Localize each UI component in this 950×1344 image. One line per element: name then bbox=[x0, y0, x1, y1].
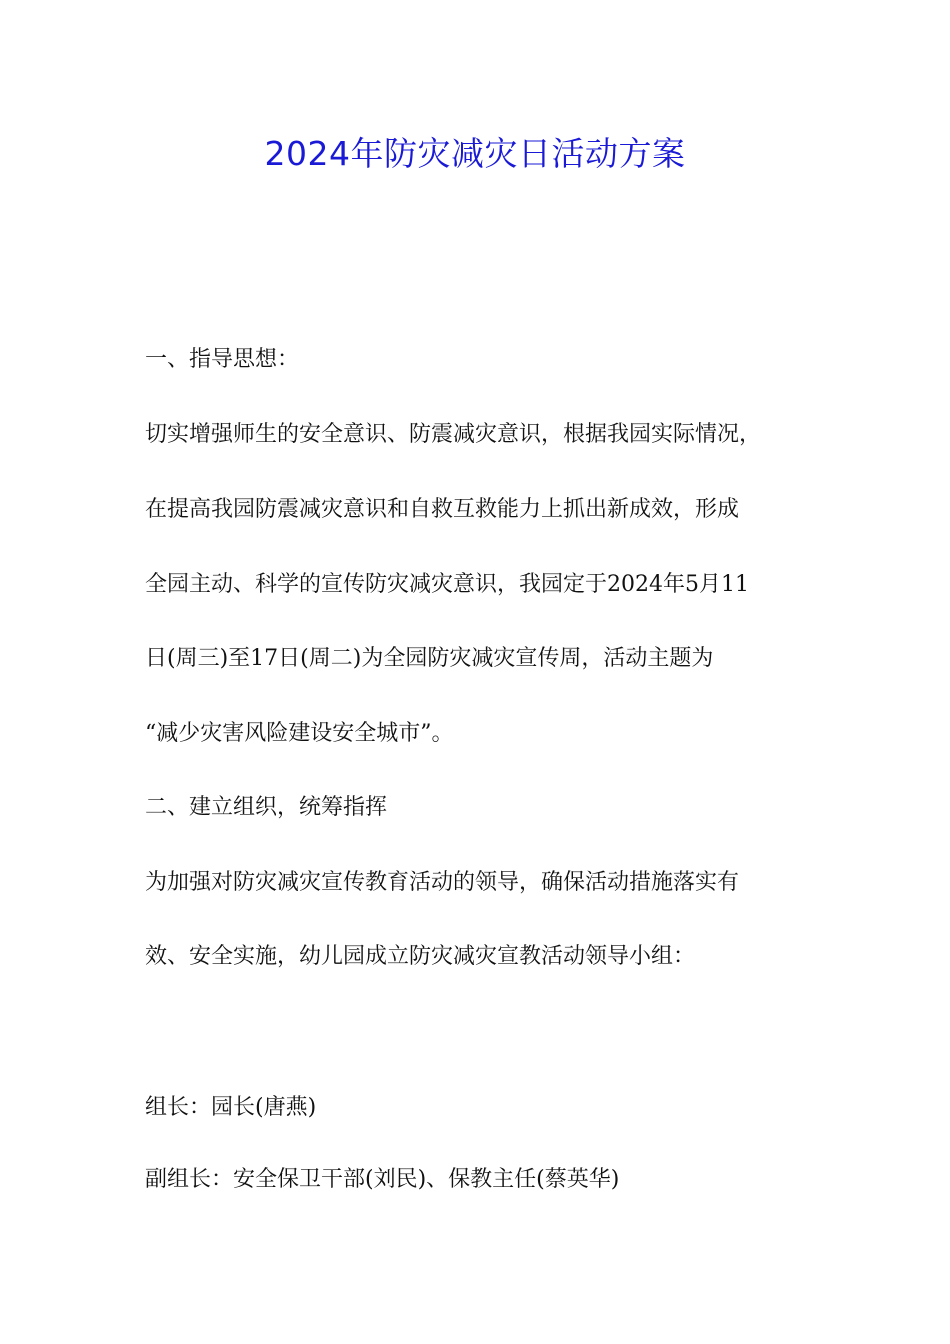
paragraph-line: 在提高我园防震减灾意识和自救互救能力上抓出新成效，形成 bbox=[145, 497, 740, 522]
paragraph-line: “减少灾害风险建设安全城市”。 bbox=[145, 721, 454, 746]
section-heading-guiding-ideology: 一、指导思想： bbox=[145, 347, 300, 372]
team-leader-line: 组长：园长(唐燕) bbox=[145, 1095, 317, 1120]
paragraph-line: 日(周三)至17日(周二)为全园防灾减灾宣传周，活动主题为 bbox=[145, 646, 714, 671]
paragraph-line: 为加强对防灾减灾宣传教育活动的领导，确保活动措施落实有 bbox=[145, 870, 740, 895]
section-heading-organization: 二、建立组织，统筹指挥 bbox=[145, 795, 388, 820]
document-title: 2024年防灾减灾日活动方案 bbox=[264, 134, 686, 173]
paragraph-line: 效、安全实施，幼儿园成立防灾减灾宣教活动领导小组： bbox=[145, 944, 696, 969]
paragraph-line: 全园主动、科学的宣传防灾减灾意识，我园定于2024年5月11 bbox=[145, 572, 749, 597]
paragraph-line: 切实增强师生的安全意识、防震减灾意识，根据我园实际情况， bbox=[145, 422, 762, 447]
deputy-leader-line: 副组长：安全保卫干部(刘民)、保教主任(蔡英华) bbox=[145, 1167, 620, 1192]
